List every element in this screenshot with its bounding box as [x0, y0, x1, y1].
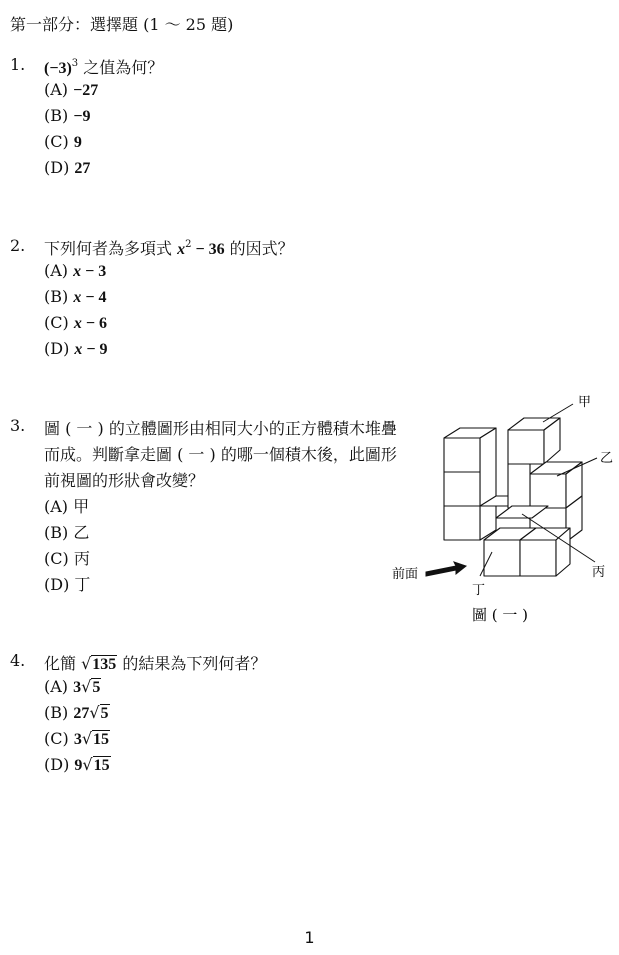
option-a: (A) 3√5 [44, 677, 101, 696]
stem-base: (−3) [44, 60, 72, 77]
cube-front-face [530, 474, 566, 508]
label-front: 前面 [392, 567, 419, 582]
question-line: 圖 ( 一 ) 的立體圖形由相同大小的正方體積木堆疊 [44, 419, 397, 438]
label-bing: 丙 [592, 565, 606, 580]
cube-front-face [508, 464, 530, 508]
option-c: (C) 3√15 [44, 729, 110, 748]
option-b: (B) 乙 [44, 523, 90, 542]
option-b: (B) x − 4 [44, 287, 107, 306]
option-c: (C) 9 [44, 132, 82, 151]
sqrt: √135 [81, 654, 117, 673]
question-stem: 下列何者為多項式 $x^2 - 36$ 的因式？ [44, 239, 294, 258]
question-number: 1. [10, 55, 26, 74]
question-line: 而成。判斷拿走圖 ( 一 ) 的哪一個積木後，此圖形 [44, 445, 397, 464]
option-c: (C) x − 6 [44, 313, 107, 332]
cube-side-face [480, 428, 496, 540]
question-line: 前視圖的形狀會改變？ [44, 471, 205, 490]
front-arrow-icon [426, 562, 466, 576]
figure-caption: 圖 ( 一 ) [472, 606, 529, 624]
cube-front-face [444, 438, 480, 472]
option-d: (D) 9√15 [44, 755, 110, 774]
option-d: (D) 丁 [44, 575, 91, 594]
question-stem: 化簡 √135 的結果為下列何者？ [44, 654, 267, 673]
option-a: (A) x − 3 [44, 261, 107, 280]
question-number: 4. [10, 651, 26, 670]
question-stem [44, 55, 163, 78]
option-b: (B) 27√5 [44, 703, 109, 722]
option-d: (D) 27 [44, 158, 91, 177]
question-number: 3. [10, 416, 26, 435]
label-jia: 甲 [578, 395, 592, 410]
option-a: (A) −27 [44, 80, 99, 99]
page-number: 1 [304, 928, 315, 947]
cube-front-face [520, 540, 556, 576]
option-c: (C) 丙 [44, 549, 90, 568]
cube-stack-figure [380, 390, 619, 630]
option-a: (A) 甲 [44, 497, 90, 516]
cube-front-face [444, 472, 480, 506]
cube-front-face [508, 430, 544, 464]
option-d: (D) x − 9 [44, 339, 108, 358]
section-header: 第一部分：選擇題 (1 ～ 25 題) [10, 15, 234, 34]
question-number: 2. [10, 236, 26, 255]
stem-tail: 之值為何？ [78, 58, 164, 77]
label-ding: 丁 [472, 583, 486, 598]
option-b: (B) −9 [44, 106, 91, 125]
label-yi: 乙 [600, 451, 614, 466]
stem-exponent: 3 [71, 58, 79, 69]
cube-front-face [444, 506, 480, 540]
